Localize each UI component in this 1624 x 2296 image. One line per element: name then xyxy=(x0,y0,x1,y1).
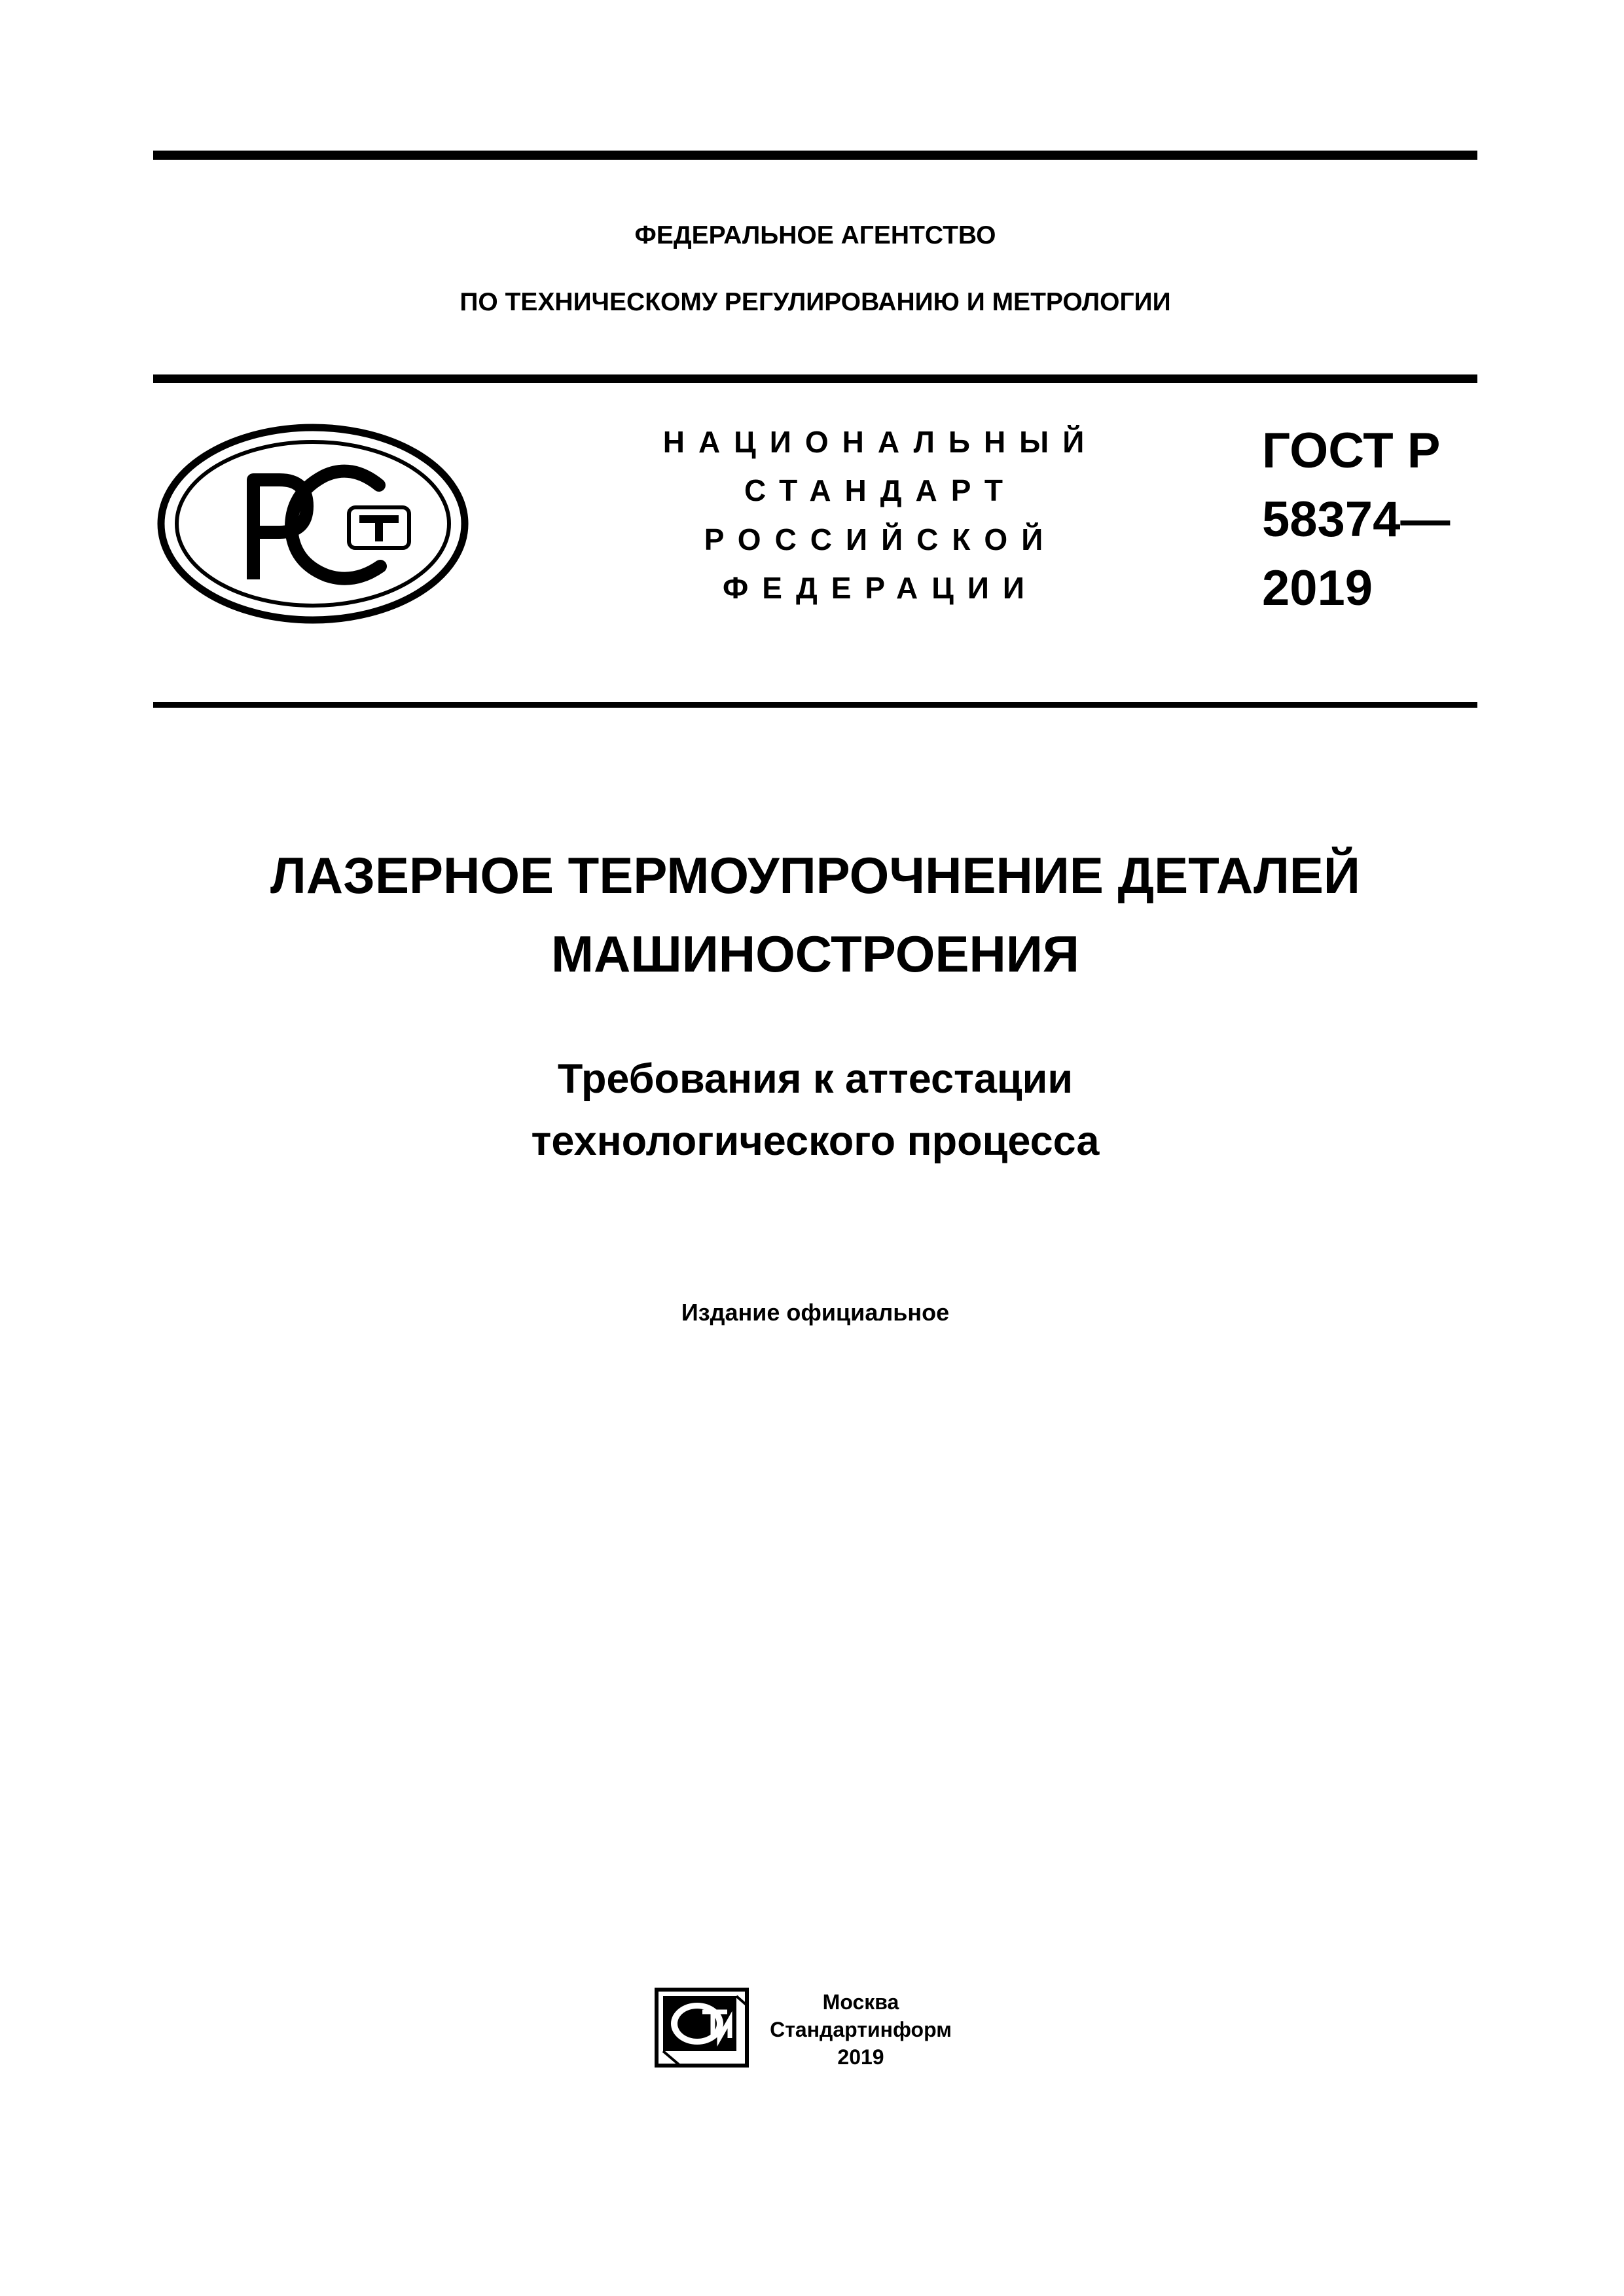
document-subtitle-line2: технологического процесса xyxy=(531,1118,1100,1164)
national-standard-line2: СТАНДАРТ xyxy=(744,473,1017,507)
standartinform-logo-icon xyxy=(654,1987,749,2068)
rst-certification-mark-icon xyxy=(155,422,471,625)
standard-designation-line2: 58374— xyxy=(1262,492,1451,547)
designation-rule xyxy=(153,702,1477,708)
agency-name-line2: ПО ТЕХНИЧЕСКОМУ РЕГУЛИРОВАНИЮ И МЕТРОЛОГИИ xyxy=(460,288,1171,316)
imprint-year: 2019 xyxy=(837,2045,884,2069)
agency-name-line1: ФЕДЕРАЛЬНОЕ АГЕНТСТВО xyxy=(634,221,996,249)
imprint-publisher: Стандартинформ xyxy=(770,2018,952,2041)
standard-designation-line1: ГОСТ Р xyxy=(1262,423,1441,479)
document-subtitle-line1: Требования к аттестации xyxy=(557,1056,1074,1102)
top-rule xyxy=(153,151,1477,160)
document-title-line1: ЛАЗЕРНОЕ ТЕРМОУПРОЧНЕНИЕ ДЕТАЛЕЙ xyxy=(270,847,1360,904)
imprint-city: Москва xyxy=(822,1990,899,2014)
national-standard-line3: РОССИЙСКОЙ xyxy=(704,522,1057,556)
national-standard-line1: НАЦИОНАЛЬНЫЙ xyxy=(662,425,1098,459)
document-title-line2: МАШИНОСТРОЕНИЯ xyxy=(551,925,1079,983)
edition-label: Издание официальное xyxy=(681,1299,950,1326)
header-rule xyxy=(153,374,1477,383)
standard-designation-line3: 2019 xyxy=(1262,560,1373,616)
national-standard-line4: ФЕДЕРАЦИИ xyxy=(723,571,1038,605)
